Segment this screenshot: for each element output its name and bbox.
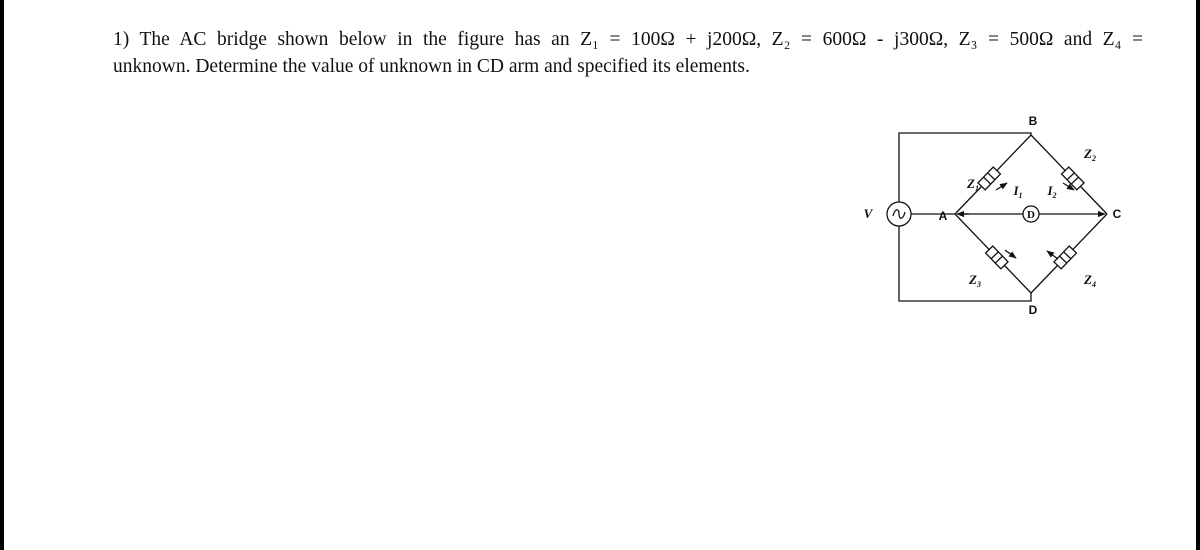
- i1-label: $I_1$: [1013, 183, 1023, 200]
- z2-impedance: [1062, 167, 1084, 190]
- z3-impedance-wire-1: [955, 214, 989, 250]
- z1-impedance: [978, 167, 1000, 190]
- z1-impedance-wire-2: [997, 135, 1031, 171]
- z2-label: $Z_2$: [1084, 146, 1096, 163]
- z4-impedance-wire-1: [1031, 265, 1058, 293]
- z2-impedance-wire-2: [1080, 186, 1107, 214]
- question-line-2: unknown. Determine the value of unknown in CD arm and specified its elements.: [113, 56, 750, 77]
- z1-label: $Z_1$: [967, 176, 979, 193]
- node-d-label: D: [1028, 303, 1038, 317]
- wire-top-loop: [899, 133, 1031, 202]
- z3-label: $Z_3$: [969, 272, 981, 289]
- node-c-label: C: [1112, 207, 1122, 221]
- source-label-v: V: [863, 206, 873, 221]
- z3-impedance: [986, 246, 1008, 269]
- z4-impedance-wire-2: [1073, 214, 1107, 250]
- i4-arrow: [1047, 251, 1058, 259]
- detector-label: D: [1027, 209, 1035, 221]
- i2-label: $I_2$: [1047, 183, 1057, 200]
- z2-impedance-wire-1: [1031, 135, 1065, 171]
- i3-arrow: [1005, 250, 1016, 258]
- z3-impedance-wire-2: [1004, 265, 1031, 293]
- node-b-label: B: [1028, 114, 1038, 128]
- node-a-label: A: [938, 209, 948, 223]
- i1-arrow: [996, 183, 1007, 190]
- z4-label: $Z_4$: [1084, 272, 1096, 289]
- z4-impedance: [1054, 246, 1076, 269]
- question-line-1: 1) The AC bridge shown below in the figure has an Z₁ = 100Ω + j200Ω, Z₂ = 600Ω - j300Ω, Z₃ = 500Ω and Z₄ =: [113, 29, 1143, 50]
- wire-bottom-loop: [899, 226, 1031, 301]
